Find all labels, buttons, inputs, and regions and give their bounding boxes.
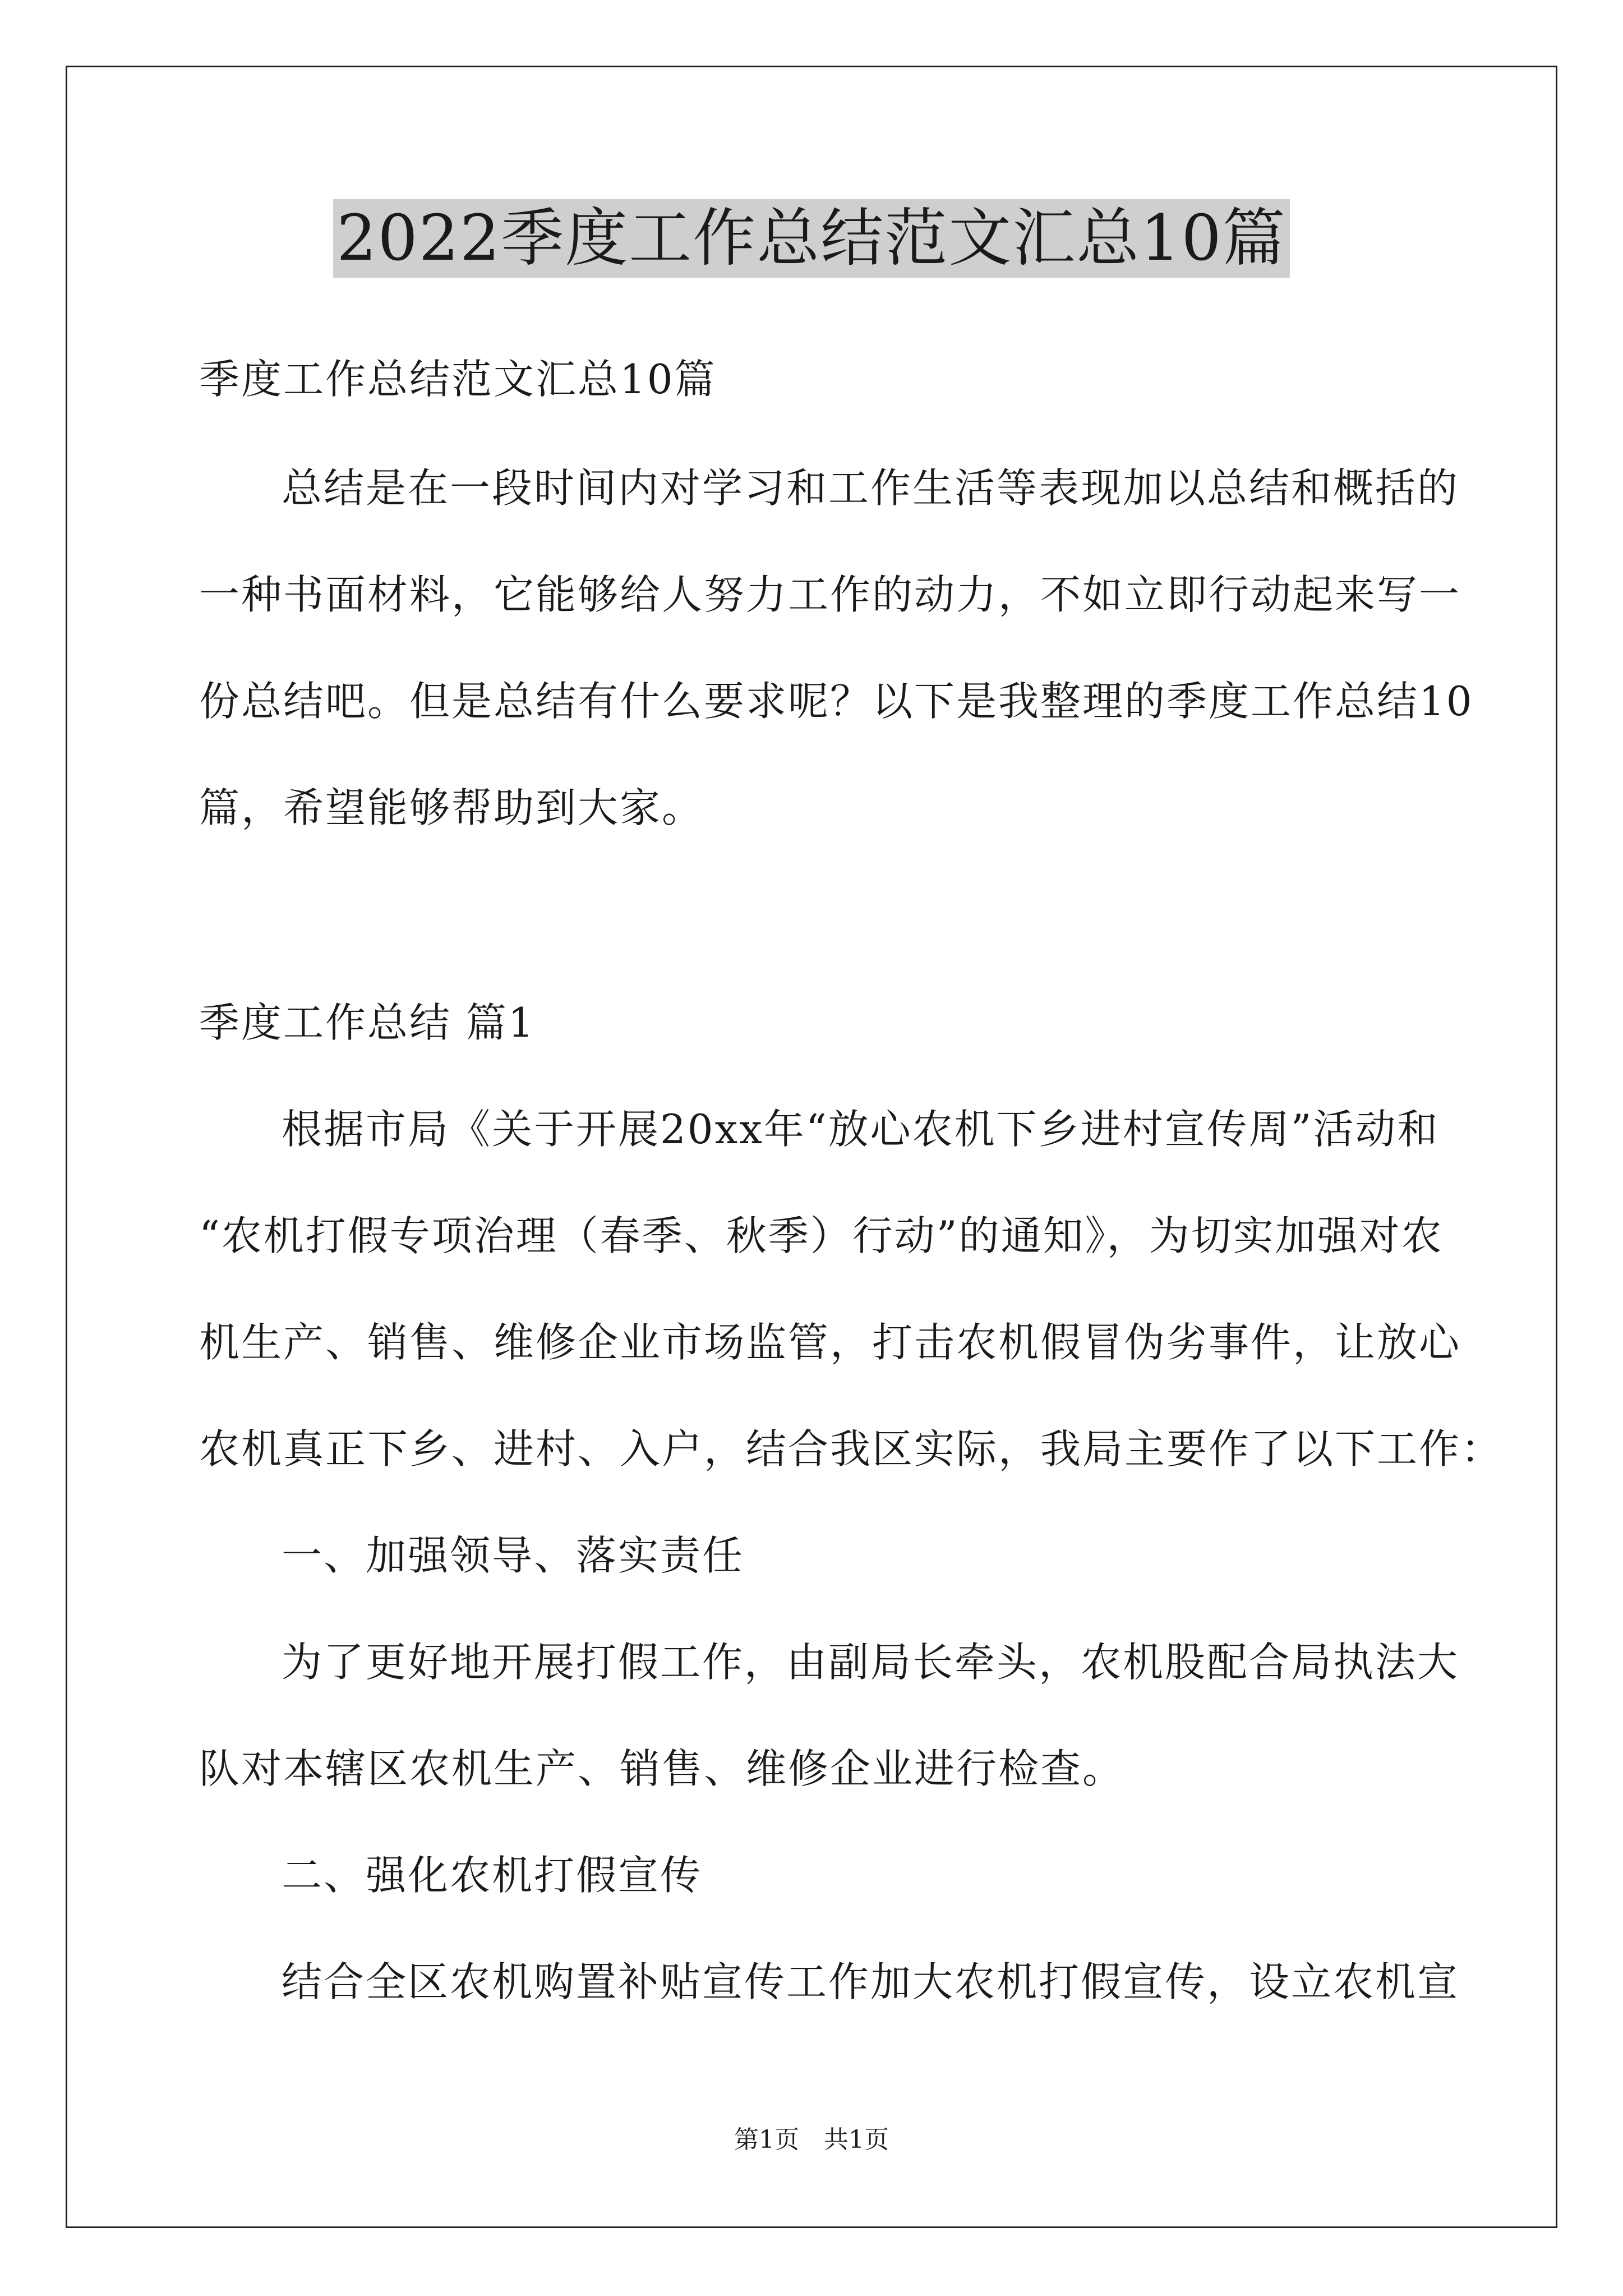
paragraph-line: 份总结吧。但是总结有什么要求呢？以下是我整理的季度工作总结10 bbox=[199, 678, 1474, 725]
subtitle-line: 季度工作总结范文汇总10篇 bbox=[199, 356, 717, 403]
subheading-line: 一、加强领导、落实责任 bbox=[282, 1532, 745, 1579]
page-footer: 第1页 共1页 bbox=[734, 2125, 889, 2154]
section-heading: 季度工作总结 篇1 bbox=[199, 999, 536, 1046]
paragraph-line: 机生产、销售、维修企业市场监管，打击农机假冒伪劣事件，让放心 bbox=[199, 1319, 1461, 1366]
document-title: 2022季度工作总结范文汇总10篇 bbox=[333, 199, 1290, 278]
paragraph-line: 结合全区农机购置补贴宣传工作加大农机打假宣传，设立农机宣 bbox=[282, 1958, 1460, 2005]
paragraph-line: 农机真正下乡、进村、入户，结合我区实际，我局主要作了以下工作： bbox=[199, 1425, 1504, 1473]
paragraph-line: “农机打假专项治理（春季、秋季）行动”的通知》，为切实加强对农 bbox=[199, 1212, 1444, 1259]
paragraph-line: 篇，希望能够帮助到大家。 bbox=[199, 784, 704, 831]
paragraph-line: 为了更好地开展打假工作，由副局长牵头，农机股配合局执法大 bbox=[282, 1639, 1460, 1686]
paragraph-line: 总结是在一段时间内对学习和工作生活等表现加以总结和概括的 bbox=[282, 464, 1460, 512]
title-container bbox=[0, 199, 1623, 278]
paragraph-line: 队对本辖区农机生产、销售、维修企业进行检查。 bbox=[199, 1745, 1125, 1792]
paragraph-line: 根据市局《关于开展20xx年“放心农机下乡进村宣传周”活动和 bbox=[282, 1106, 1440, 1153]
subheading-line: 二、强化农机打假宣传 bbox=[282, 1852, 703, 1899]
paragraph-line: 一种书面材料，它能够给人努力工作的动力，不如立即行动起来写一 bbox=[199, 571, 1461, 618]
